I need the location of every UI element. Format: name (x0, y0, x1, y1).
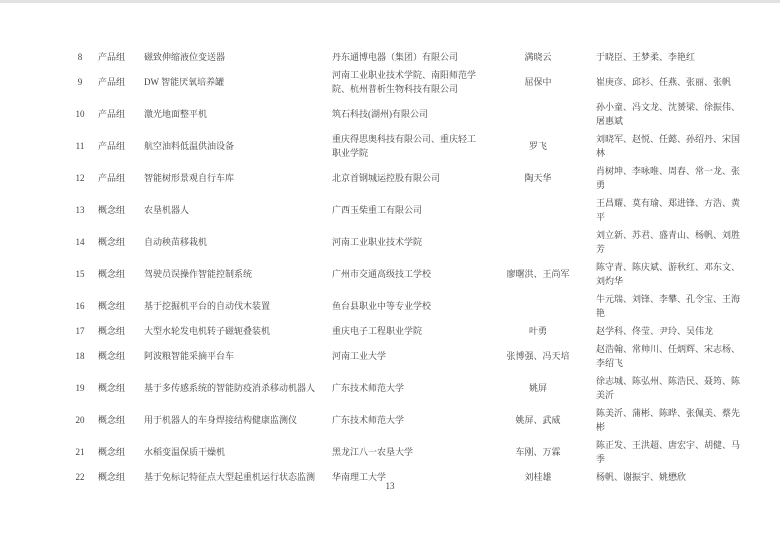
row-number-cell: 16 (75, 301, 85, 311)
table-row (62, 130, 742, 162)
advisor-cell (490, 98, 586, 130)
project-name-cell: 农垦机器人 (144, 205, 190, 215)
project-name-cell: 驾驶员误操作智能控制系统 (144, 269, 253, 279)
institution-cell: 鱼台县职业中等专业学校 (332, 301, 432, 311)
group-cell: 概念组 (98, 301, 126, 311)
members-cell: 崔庚彦、邱衫、任燕、张丽、张帆 (596, 77, 732, 87)
group-cell: 概念组 (98, 205, 126, 215)
group-cell: 概念组 (98, 447, 126, 457)
institution-cell: 重庆电子工程职业学院 (332, 326, 423, 336)
institution-cell: 河南工业职业技术学院、南阳师范学院、杭州普析生物科技有限公司 (332, 70, 477, 94)
advisor-cell: 满晓云 (524, 52, 552, 62)
members-cell: 赵学科、佟莹、尹玲、吴伟龙 (596, 326, 714, 336)
institution-cell: 广东技术师范大学 (332, 383, 405, 393)
members-cell: 陈正发、王洪超、唐宏宇、胡健、马季 (596, 440, 741, 464)
members-cell: 刘晓军、赵悦、任懿、孙绍丹、宋国林 (596, 134, 741, 158)
table-row (62, 98, 742, 130)
row-number-cell: 15 (75, 269, 85, 279)
advisor-cell: 张博强、冯天培 (506, 351, 570, 361)
institution-cell: 重庆得思奥科技有限公司、重庆轻工职业学院 (332, 134, 477, 158)
group-cell: 产品组 (98, 173, 126, 183)
awards-table (62, 48, 742, 486)
table-row (62, 340, 742, 372)
table-row (62, 290, 742, 322)
page-top-edge (0, 0, 780, 3)
row-number-cell: 21 (75, 447, 85, 457)
row-number-cell: 19 (75, 383, 85, 393)
group-cell: 概念组 (98, 326, 126, 336)
project-name-cell: 基于挖掘机平台的自动伐木装置 (144, 301, 271, 311)
awards-table-body (62, 48, 742, 486)
institution-cell: 广东技术师范大学 (332, 415, 405, 425)
group-cell: 产品组 (98, 109, 126, 119)
members-cell: 孙小童、冯文龙、沈赟梁、徐振伟、屠惠斌 (596, 102, 741, 126)
advisor-cell: 车刚、万霖 (515, 447, 561, 457)
row-number-cell: 10 (75, 109, 85, 119)
members-cell: 徐志城、陈弘州、陈浩民、聂筠、陈美沂 (596, 376, 741, 400)
advisor-cell (490, 226, 586, 258)
members-cell: 赵浩翰、常帅川、任炳辉、宋志杨、李绍飞 (596, 344, 741, 368)
advisor-cell: 廖曙洪、王尚军 (506, 269, 570, 279)
table-row (62, 226, 742, 258)
advisor-cell: 姚屏、武威 (515, 415, 561, 425)
project-name-cell: 水稻变温保质干燥机 (144, 447, 226, 457)
row-number-cell: 20 (75, 415, 85, 425)
members-cell: 陈美沂、蒲彬、陈晔、张佩美、蔡先彬 (596, 408, 741, 432)
project-name-cell: 智能树形景观自行车库 (144, 173, 235, 183)
project-name-cell: 阿波粮智能采摘平台车 (144, 351, 235, 361)
table-row (62, 48, 742, 66)
institution-cell: 广西玉柴重工有限公司 (332, 205, 423, 215)
institution-cell: 筑石科技(湖州)有限公司 (332, 109, 428, 119)
table-row (62, 258, 742, 290)
group-cell: 概念组 (98, 415, 126, 425)
group-cell: 概念组 (98, 237, 126, 247)
project-name-cell: 用于机器人的车身焊接结构健康监测仪 (144, 415, 298, 425)
project-name-cell: 自动秧苗移栽机 (144, 237, 208, 247)
group-cell: 产品组 (98, 52, 126, 62)
project-name-cell: 磁致伸缩液位变送器 (144, 52, 226, 62)
advisor-cell (490, 194, 586, 226)
advisor-cell: 姚屏 (528, 383, 547, 393)
page-number: 13 (385, 481, 395, 491)
institution-cell: 黑龙江八一农垦大学 (332, 447, 414, 457)
members-cell: 于晓臣、王梦柔、李艳红 (596, 52, 696, 62)
project-name-cell: DW 智能厌氧培养罐 (144, 77, 225, 87)
members-cell: 刘立新、苏君、盛青山、杨帆、刘胜芳 (596, 230, 741, 254)
project-name-cell: 激光地面整平机 (144, 109, 208, 119)
group-cell: 产品组 (98, 77, 126, 87)
institution-cell: 北京首钢城运控股有限公司 (332, 173, 441, 183)
project-name-cell: 基于多传感系统的智能防疫消杀移动机器人 (144, 383, 316, 393)
group-cell: 概念组 (98, 269, 126, 279)
row-number-cell: 8 (77, 52, 83, 62)
row-number-cell: 17 (75, 326, 85, 336)
members-cell: 肖树坤、李咏唯、周春、常一龙、张勇 (596, 166, 741, 190)
advisor-cell: 罗飞 (528, 141, 547, 151)
institution-cell: 河南工业职业技术学院 (332, 237, 423, 247)
group-cell: 产品组 (98, 141, 126, 151)
row-number-cell: 9 (77, 77, 83, 87)
members-cell: 牛元瑞、刘锋、李攀、孔令宝、王海艳 (596, 294, 741, 318)
project-name-cell: 航空油料低温供油设备 (144, 141, 235, 151)
row-number-cell: 11 (75, 141, 85, 151)
advisor-cell: 陶天华 (524, 173, 552, 183)
row-number-cell: 13 (75, 205, 85, 215)
institution-cell: 华南理工大学 (332, 472, 387, 482)
row-number-cell: 22 (75, 472, 85, 482)
group-cell: 概念组 (98, 351, 126, 361)
members-cell: 王昌耀、莫有瑜、郑进锋、方浩、黄平 (596, 198, 741, 222)
institution-cell: 广州市交通高级技工学校 (332, 269, 432, 279)
table-row (62, 372, 742, 404)
table-row (62, 162, 742, 194)
project-name-cell: 大型水轮发电机转子磁轭叠装机 (144, 326, 271, 336)
table-row (62, 322, 742, 340)
advisor-cell: 屈保中 (524, 77, 552, 87)
row-number-cell: 14 (75, 237, 85, 247)
table-row (62, 436, 742, 468)
group-cell: 概念组 (98, 472, 126, 482)
table-row (62, 66, 742, 98)
advisor-cell (490, 290, 586, 322)
table-row (62, 194, 742, 226)
row-number-cell: 12 (75, 173, 85, 183)
members-cell: 杨帆、谢振宇、姚懋欣 (596, 472, 687, 482)
table-row (62, 404, 742, 436)
advisor-cell: 刘桂雄 (524, 472, 552, 482)
members-cell: 陈守青、陈庆斌、游秋红、邓东文、刘灼华 (596, 262, 741, 286)
institution-cell: 丹东通博电器（集团）有限公司 (332, 52, 459, 62)
advisor-cell: 叶勇 (528, 326, 547, 336)
row-number-cell: 18 (75, 351, 85, 361)
group-cell: 概念组 (98, 383, 126, 393)
institution-cell: 河南工业大学 (332, 351, 387, 361)
project-name-cell: 基于免标记特征点大型起重机运行状态监测 (144, 472, 316, 482)
